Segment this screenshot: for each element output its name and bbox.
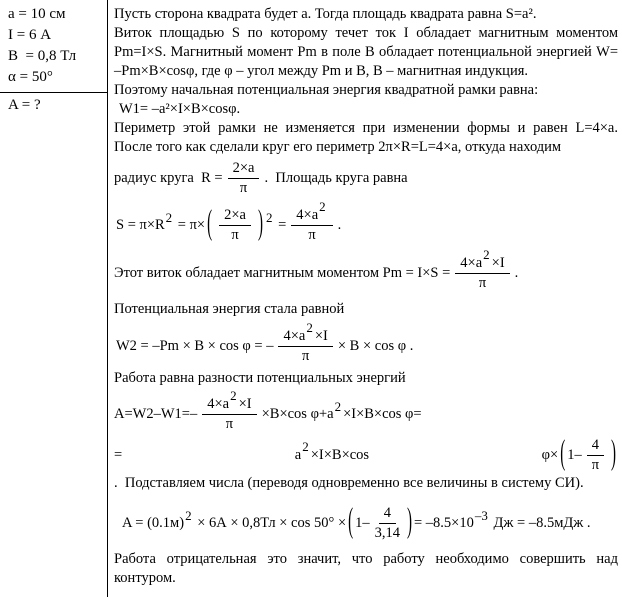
formula-work-line2 <box>114 437 618 493</box>
s-lhs: S = π×R <box>116 216 165 233</box>
s-period: . <box>337 216 342 233</box>
a3-exponent-2: –3 <box>474 508 488 523</box>
pm-period: . <box>514 264 519 281</box>
fraction-denominator: π <box>591 457 600 473</box>
open-paren-icon: ( <box>560 435 566 473</box>
solution-panel <box>114 5 618 588</box>
fraction-numerator: 4×a2 <box>291 206 332 226</box>
fraction-numerator: 4×a2×I <box>278 327 332 347</box>
fraction-2a-over-pi <box>219 207 251 244</box>
paragraph-new-energy-intro: Потенциальная энергия стала равной <box>114 301 345 317</box>
given-panel <box>0 4 107 116</box>
paragraph-perimeter: Периметр этой рамки не изменяется при изменении формы и равен L=4×a. После того как сделали круг его периметр 2π×R=L=4×a, откуда находим <box>114 120 618 155</box>
s-exponent-1: 2 <box>165 209 173 225</box>
s-mid: = π× <box>174 216 206 233</box>
fraction-2a-over-pi <box>228 160 260 197</box>
fraction-4-over-314 <box>375 505 400 542</box>
close-paren-icon: ) <box>407 503 412 542</box>
a3-units: Дж = –8.5мДж . <box>489 515 591 531</box>
formula-work-line1 <box>114 388 618 433</box>
pm-intro-text: Этот виток обладает магнитным моментом <box>114 264 379 281</box>
given-angle: α = 50° <box>8 69 53 85</box>
paragraph-magnetic-moment: Виток площадью S по которому течет ток I обладает магнитным моментом Pm=I×S. Магнитный момент Pm в поле B обладает потенциальной энергией W= –Pm×B×cosφ, где φ – угол между Pm и B, B – магнитная индукция. <box>114 25 618 79</box>
given-induction: B = 0,8 Тл <box>8 48 77 64</box>
formula-circle-area <box>116 199 618 244</box>
formula-w2 <box>116 320 618 365</box>
a3-result: = –8.5×10 <box>414 515 474 531</box>
a1-rhs: ×I×B×cos φ= <box>343 405 422 422</box>
formula-w1: W1= –a²×I×B×cosφ. <box>119 101 241 117</box>
fraction-numerator: 2×a <box>219 207 251 226</box>
formula-radius <box>114 160 618 197</box>
a3-lhs: A = (0.1м) <box>122 515 185 531</box>
fraction-4a2I-over-pi <box>278 320 332 365</box>
formula-numeric-result <box>122 505 618 542</box>
a2-paren-inner: 1– <box>567 446 582 463</box>
fraction-denominator: π <box>239 180 248 196</box>
close-paren-icon: ) <box>257 205 263 243</box>
radius-lhs: радиус круга R = <box>114 170 223 186</box>
a1-mid: ×B×cos φ+a <box>261 405 334 422</box>
paragraph-initial-energy-intro: Поэтому начальная потенциальная энергия квадратной рамки равна: <box>114 82 539 98</box>
given-side-length: a = 10 см <box>8 6 66 22</box>
given-find-work: A = ? <box>8 97 41 113</box>
given-current: I = 6 А <box>8 27 52 43</box>
fraction-4a2-over-pi <box>291 199 332 244</box>
fraction-denominator: π <box>478 275 487 291</box>
pm-lhs: Pm = I×S = <box>379 264 451 281</box>
fraction-4a2I-over-pi <box>455 247 509 292</box>
fraction-denominator: π <box>231 226 239 243</box>
fraction-numerator: 4×a2×I <box>455 254 509 274</box>
fraction-denominator: π <box>225 416 234 432</box>
column-divider-rule <box>107 0 108 597</box>
fraction-denominator: 3,14 <box>374 525 400 541</box>
paragraph-work-intro: Работа равна разности потенциальных энергий <box>114 370 406 386</box>
open-paren-icon: ( <box>348 503 354 542</box>
paragraph-square-area: Пусть сторона квадрата будет а. Тогда площадь квадрата равна S=a². <box>114 6 537 22</box>
s-exponent-2: 2 <box>265 209 273 225</box>
fraction-denominator: π <box>308 227 316 243</box>
given-divider-rule <box>0 92 107 93</box>
fraction-numerator: 2×a <box>228 160 260 179</box>
open-paren-icon: ( <box>207 205 213 243</box>
radius-rhs-text: . Площадь круга равна <box>264 170 408 186</box>
a3-factors: × 6А × 0,8Тл × cos 50° × <box>193 515 347 531</box>
formula-pm-circle <box>114 247 618 292</box>
a2-tail-text: . Подставляем числа (переводя одновременно все величины в систему СИ). <box>114 475 584 491</box>
fraction-4-over-pi <box>587 437 604 474</box>
close-paren-icon: ) <box>610 435 616 473</box>
w2-rhs: × B × cos φ . <box>337 337 414 354</box>
fraction-numerator: 4 <box>587 437 604 456</box>
fraction-4a2I-over-pi <box>202 388 256 433</box>
a1-lhs: A=W2–W1=– <box>114 405 198 422</box>
a3-paren-inner: 1– <box>355 515 370 531</box>
a1-exponent: 2 <box>334 398 342 414</box>
a2-exponent: 2 <box>302 438 309 454</box>
a2-mid: ×I×B×cos φ× <box>310 446 559 463</box>
s-equals: = <box>274 216 287 233</box>
paragraph-conclusion: Работа отрицательная это значит, что работу необходимо совершить над контуром. <box>114 551 618 586</box>
fraction-denominator: π <box>302 348 310 364</box>
w2-lhs: W2 = –Pm × B × cos φ = – <box>116 337 274 354</box>
a2-lhs: = a <box>114 446 302 463</box>
fraction-numerator: 4×a2×I <box>202 395 256 415</box>
a3-exponent-1: 2 <box>185 508 192 523</box>
fraction-numerator: 4 <box>379 505 396 524</box>
